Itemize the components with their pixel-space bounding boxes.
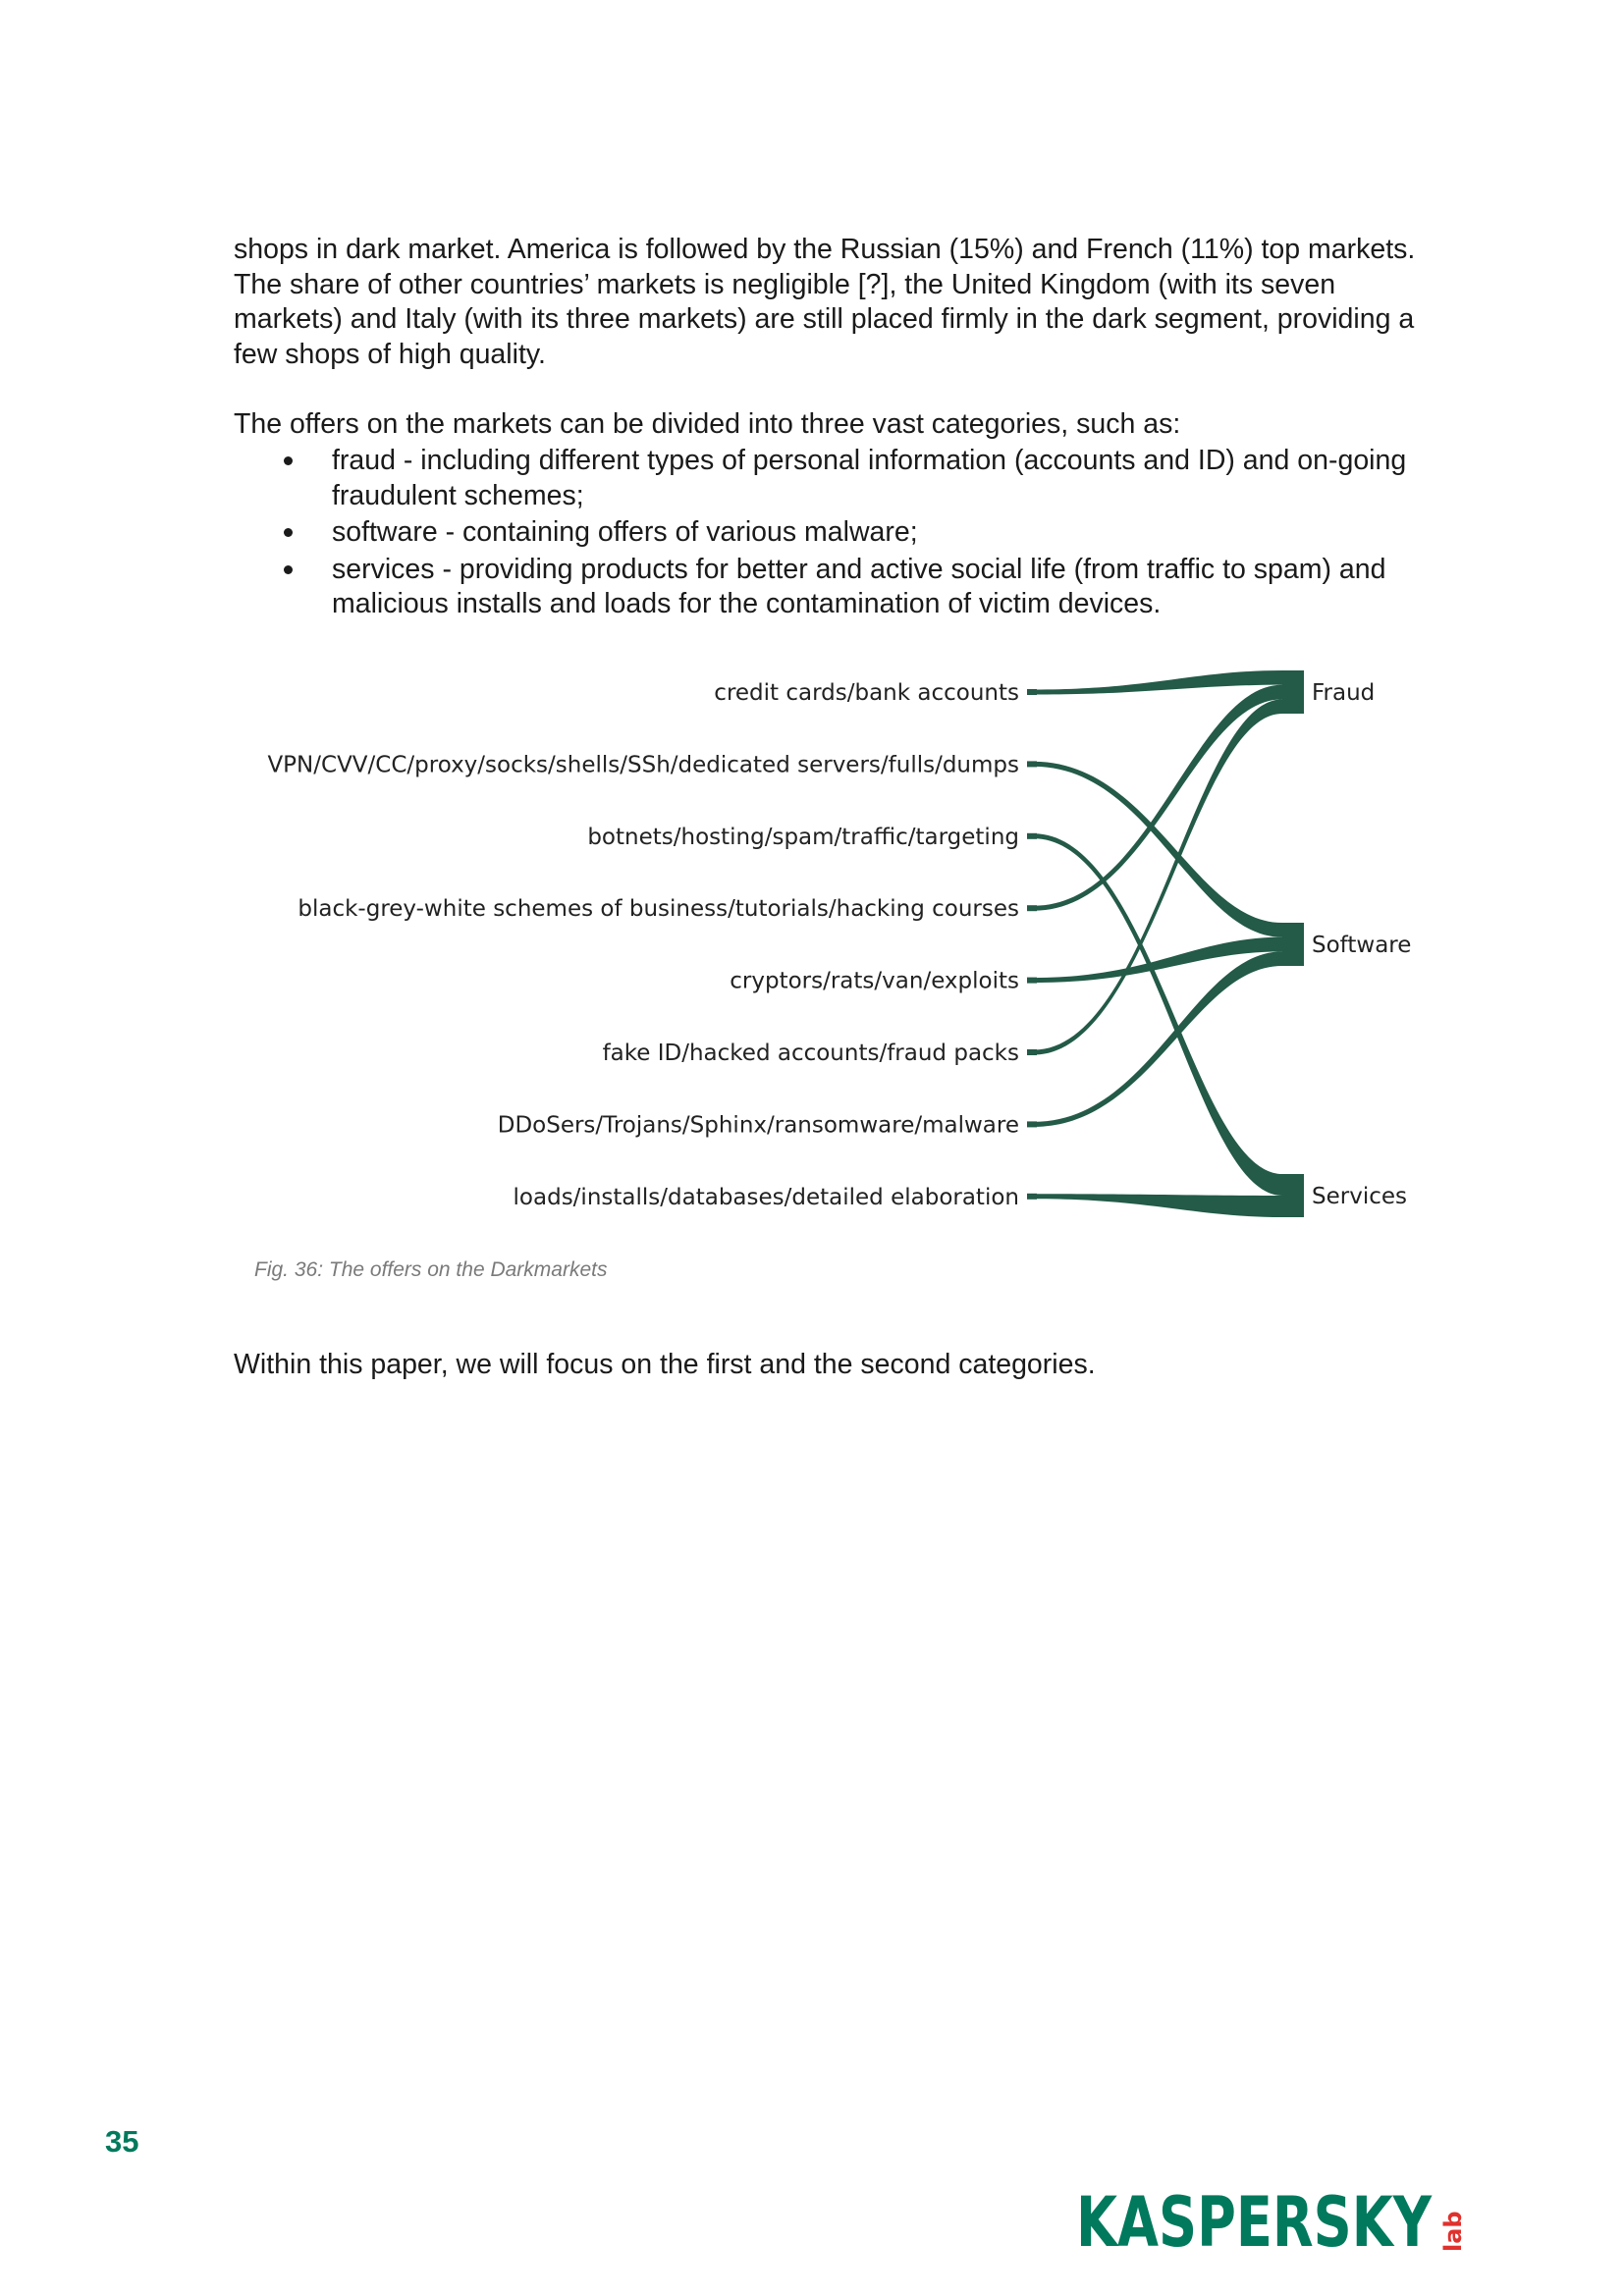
- logo-wordmark: KASPERSKY: [1076, 2182, 1434, 2263]
- sankey-link: [1034, 833, 1282, 1196]
- bullet-software: software - containing offers of various malware;: [234, 515, 1441, 551]
- source-node: [1027, 833, 1037, 839]
- source-label: fake ID/hacked accounts/fraud packs: [602, 1041, 1019, 1066]
- target-node: [1282, 923, 1304, 966]
- sankey-link: [1034, 1194, 1282, 1217]
- paragraph-categories: The offers on the markets can be divided into three vast categories, such as:: [234, 408, 1181, 440]
- source-node: [1027, 1121, 1037, 1127]
- source-node: [1027, 1049, 1037, 1055]
- source-label: loads/installs/databases/detailed elaboration: [513, 1184, 1019, 1210]
- source-node: [1027, 689, 1037, 695]
- target-label: Services: [1312, 1184, 1407, 1209]
- paragraph-intro: shops in dark market. America is followed by the Russian (15%) and French (11%) top markets. The share of other countries’ markets is negligible [?], the United Kingdom (with its seven markets) and Italy (with its three markets) are still placed firmly in the dark segment, providing a few shops of high quality.: [234, 234, 1416, 370]
- source-node: [1027, 978, 1037, 984]
- source-node: [1027, 905, 1037, 911]
- target-label: Fraud: [1312, 680, 1376, 706]
- sankey-link: [1034, 685, 1282, 911]
- source-label: cryptors/rats/van/exploits: [730, 968, 1019, 994]
- sankey-link: [1034, 699, 1282, 1054]
- sankey-chart: [234, 658, 1422, 1237]
- kaspersky-lab-logo: [1076, 2175, 1489, 2264]
- source-label: credit cards/bank accounts: [714, 680, 1019, 706]
- source-label: VPN/CVV/CC/proxy/socks/shells/SSh/dedicated servers/fulls/dumps: [267, 752, 1019, 778]
- logo-lab-mark: lab: [1439, 2211, 1467, 2252]
- sankey-link: [1034, 670, 1282, 695]
- sankey-flows: [1027, 670, 1304, 1217]
- source-node: [1027, 1194, 1037, 1200]
- sankey-link: [1034, 937, 1282, 983]
- paragraph-focus: Within this paper, we will focus on the first and the second categories.: [234, 1349, 1096, 1380]
- source-node: [1027, 761, 1037, 767]
- bullet-services: services - providing products for better and active social life (from traffic to spam) and malicious installs and loads for the contamination of victim devices.: [234, 553, 1441, 622]
- bullet-fraud: fraud - including different types of personal information (accounts and ID) and on-going fraudulent schemes;: [234, 444, 1441, 513]
- source-labels: [267, 680, 1019, 1210]
- target-node: [1282, 1174, 1304, 1217]
- target-label: Software: [1312, 933, 1412, 958]
- source-label: DDoSers/Trojans/Sphinx/ransomware/malware: [497, 1112, 1019, 1139]
- target-labels: [1312, 680, 1411, 1209]
- category-list: [234, 444, 1441, 624]
- source-label: black-grey-white schemes of business/tutorials/hacking courses: [298, 896, 1019, 923]
- target-node: [1282, 670, 1304, 714]
- page-number: 35: [105, 2124, 139, 2159]
- figure-caption: Fig. 36: The offers on the Darkmarkets: [254, 1258, 608, 1281]
- source-label: botnets/hosting/spam/traffic/targeting: [587, 824, 1019, 850]
